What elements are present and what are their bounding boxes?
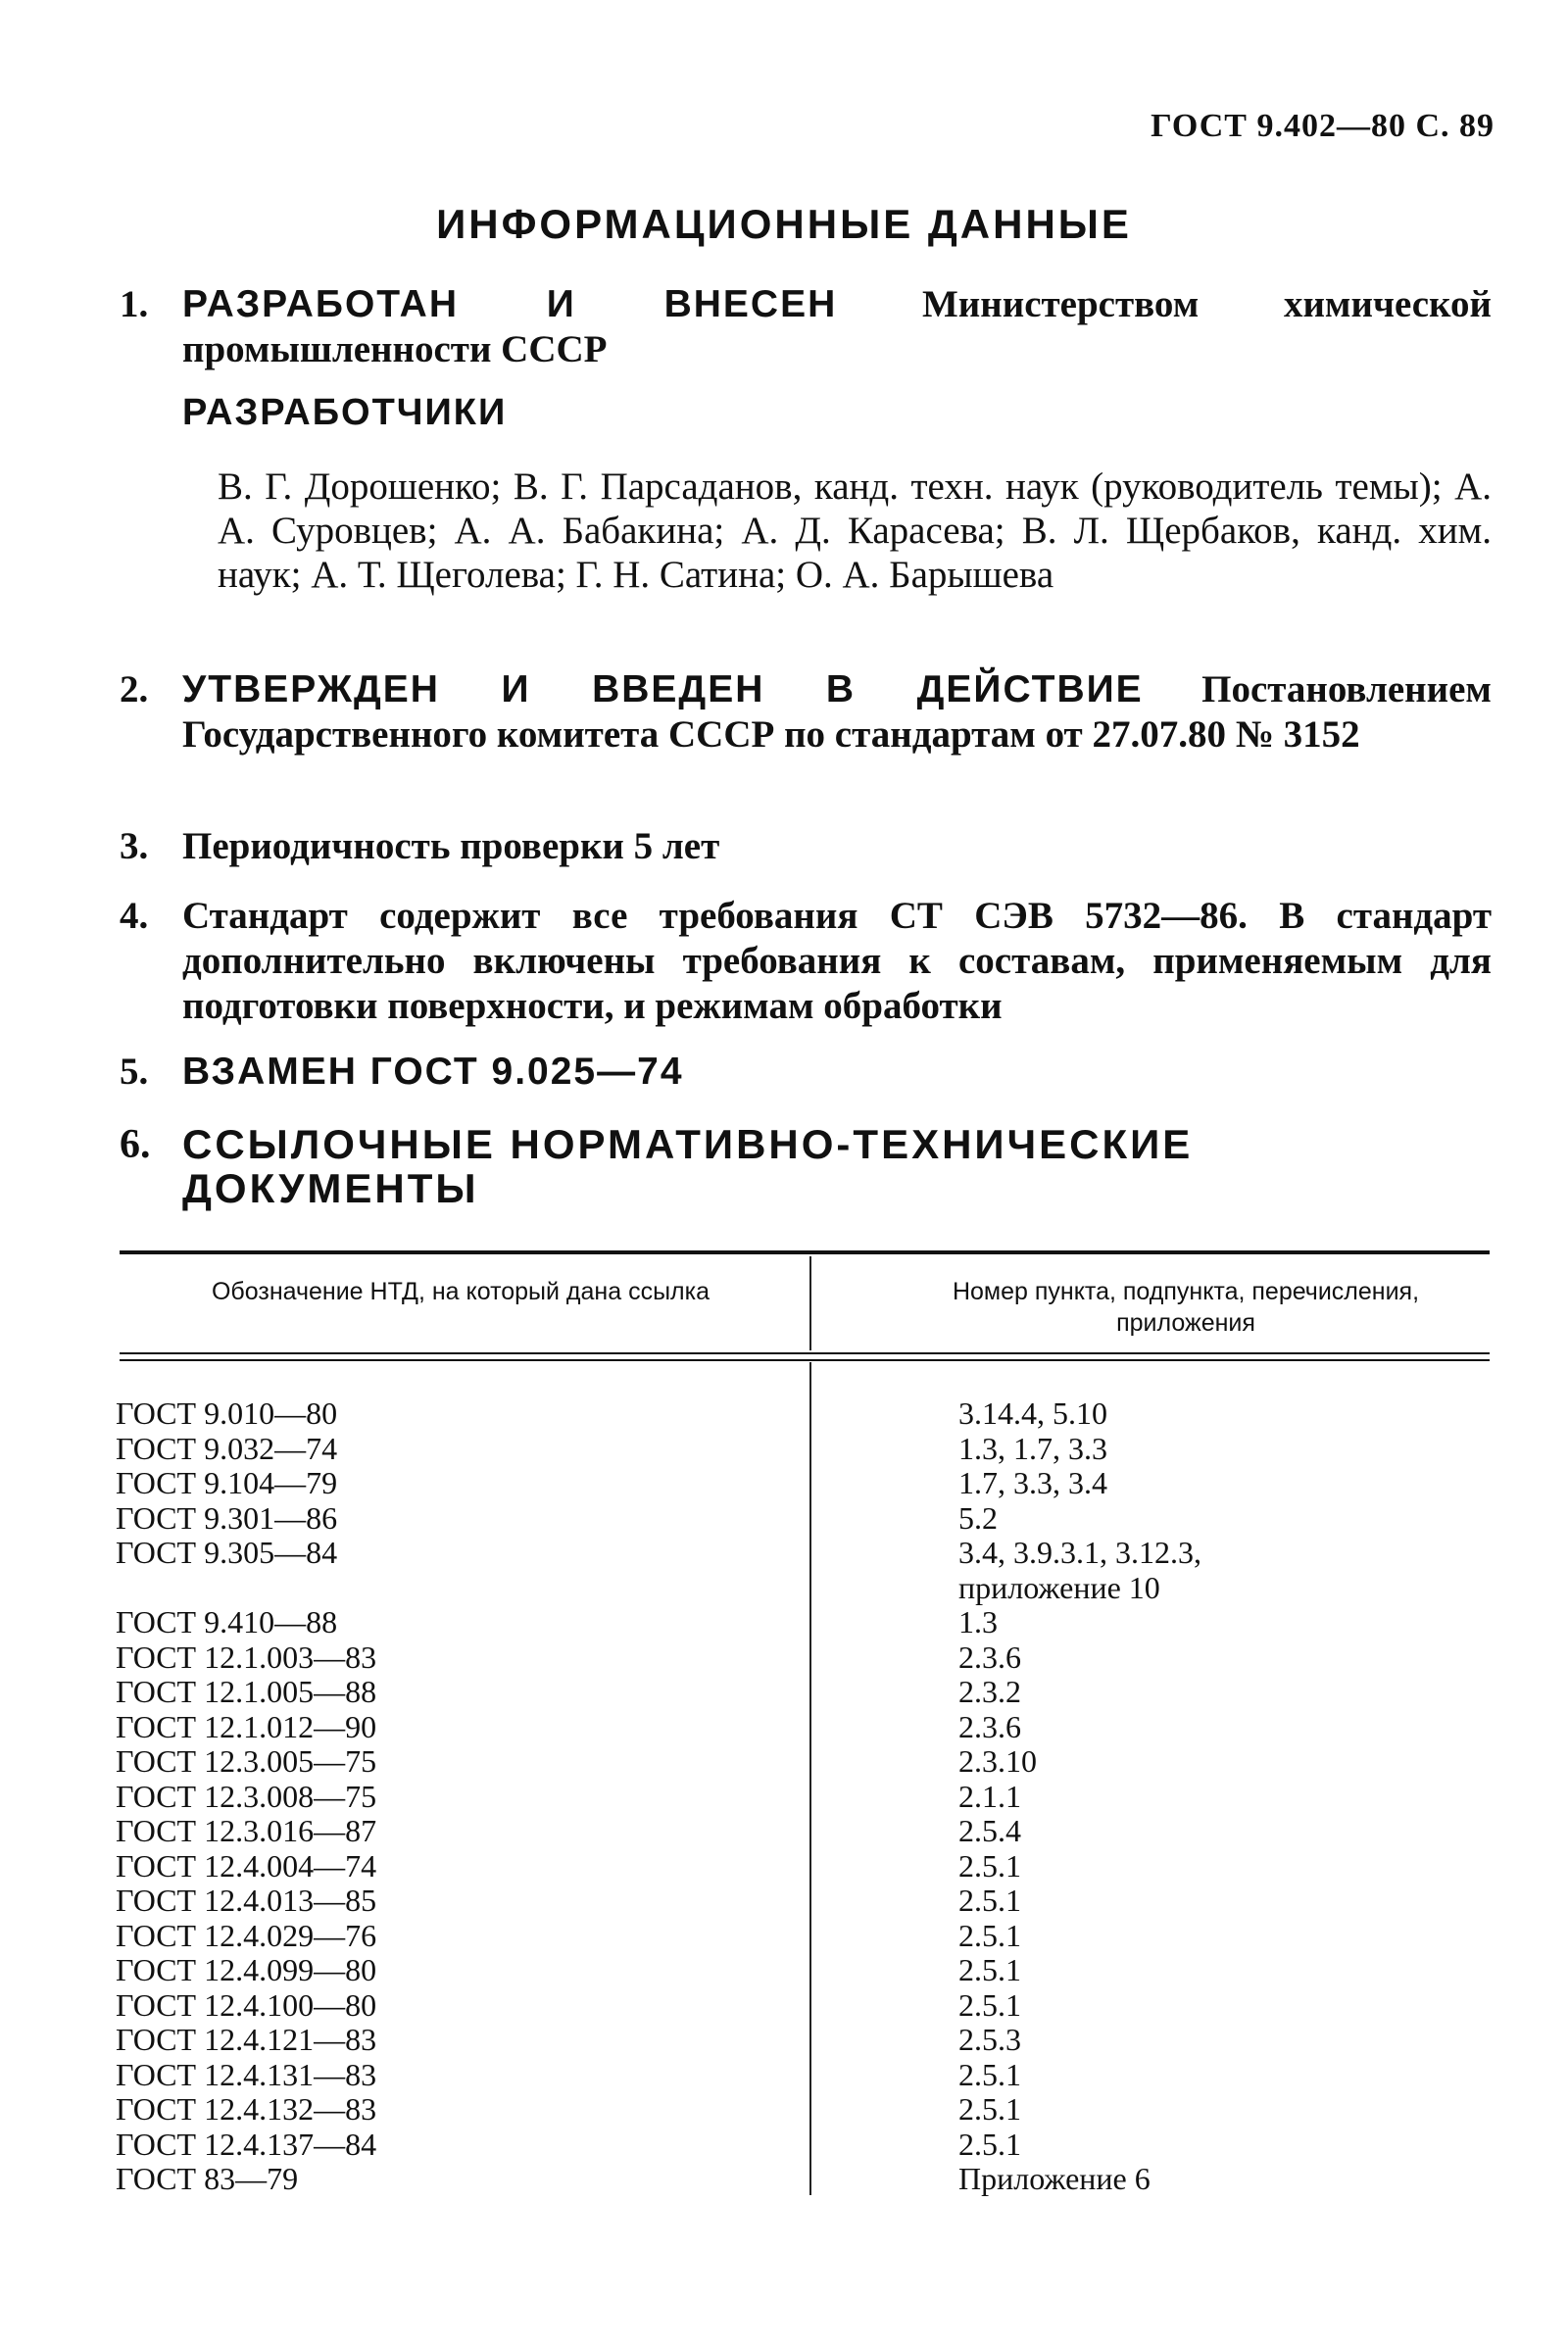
table-cell-ref: 2.5.1 (958, 1952, 1021, 1987)
info-item-1 (120, 282, 1492, 372)
info-item-5 (120, 1050, 1492, 1095)
table-cell-doc (116, 1536, 664, 1605)
table-cell-ref: 3.14.4, 5.10 (958, 1395, 1107, 1431)
table-cell-ref-line2: приложение 10 (958, 1569, 1160, 1605)
table-col2-header: Номер пункта, подпункта, перечисления, приложения (952, 1278, 1420, 1337)
info-item-3 (120, 824, 1492, 869)
info-item-6 (120, 1123, 1492, 1211)
table-cell-doc: ГОСТ 9.032—74 (116, 1430, 338, 1466)
table-cell-doc: ГОСТ 12.4.013—85 (116, 1883, 377, 1918)
table-cell-ref: 2.5.1 (958, 1986, 1021, 2023)
table-col-references (958, 1396, 1507, 2197)
table-cell-ref: 2.3.2 (958, 1674, 1021, 1709)
table-cell-doc: ГОСТ 12.4.099—80 (116, 1952, 377, 1987)
table-col1-header: Обозначение НТД, на который дана ссылка (211, 1278, 710, 1305)
table-cell-doc: ГОСТ 12.4.131—83 (116, 2056, 377, 2092)
table-cell-doc: ГОСТ 12.3.005—75 (116, 1743, 377, 1779)
table-cell-doc: ГОСТ 9.410—88 (116, 1604, 338, 1639)
table-cell-doc: ГОСТ 12.1.003—83 (116, 1639, 377, 1675)
item-text: Стандарт содержит все требования СТ СЭВ 5732—86. В стандарт дополнительно включены требования к составам, применяемым для подготовки поверхности, и режимам обработки (182, 895, 1492, 1027)
table-cell-ref: 2.5.1 (958, 1917, 1021, 1953)
table-cell-doc: ГОСТ 12.4.029—76 (116, 1917, 377, 1953)
table-cell-doc: ГОСТ 9.104—79 (116, 1465, 338, 1500)
item-number: 3. (120, 825, 149, 867)
info-item-4 (120, 894, 1492, 1029)
table-cell-doc: ГОСТ 9.301—86 (116, 1499, 338, 1536)
developers-heading: РАЗРАБОТЧИКИ (182, 392, 508, 433)
item-text: Периодичность проверки 5 лет (182, 825, 720, 867)
table-cell-doc: ГОСТ 12.4.121—83 (116, 2022, 377, 2057)
item-lead: ВЗАМЕН ГОСТ 9.025—74 (182, 1051, 684, 1093)
table-cell-ref: 1.7, 3.3, 3.4 (958, 1465, 1107, 1500)
table-col-documents (116, 1396, 664, 2197)
table-cell-ref: 2.5.1 (958, 1847, 1021, 1884)
table-cell-ref: 2.3.6 (958, 1708, 1021, 1744)
table-cell-ref-line1: 3.4, 3.9.3.1, 3.12.3, (958, 1535, 1201, 1570)
table-cell-doc: ГОСТ 12.3.008—75 (116, 1778, 377, 1814)
table-cell-doc: ГОСТ 9.010—80 (116, 1395, 338, 1431)
item-number: 4. (120, 895, 149, 937)
table-cell-ref: 1.3, 1.7, 3.3 (958, 1430, 1107, 1466)
page-header: ГОСТ 9.402—80 С. 89 (1151, 108, 1494, 144)
table-header-rule-2 (120, 1359, 1490, 1361)
table-cell-ref: 2.3.6 (958, 1639, 1021, 1675)
item-lead: ССЫЛОЧНЫЕ НОРМАТИВНО-ТЕХНИЧЕСКИЕ ДОКУМЕНТЫ (182, 1121, 1194, 1211)
item-number: 2. (120, 668, 149, 710)
table-top-rule (120, 1250, 1490, 1254)
table-cell-doc: ГОСТ 12.4.137—84 (116, 2126, 377, 2162)
table-cell-ref: 1.3 (958, 1604, 998, 1639)
table-cell-ref: 2.1.1 (958, 1778, 1021, 1814)
table-cell-ref: 2.5.1 (958, 2126, 1021, 2162)
table-cell-ref: 2.3.10 (958, 1743, 1037, 1779)
table-cell-doc: ГОСТ 12.4.132—83 (116, 2091, 377, 2127)
page-title: ИНФОРМАЦИОННЫЕ ДАННЫЕ (436, 201, 1132, 247)
table-cell-doc-text: ГОСТ 9.305—84 (116, 1535, 338, 1570)
table-cell-doc: ГОСТ 12.4.004—74 (116, 1847, 377, 1884)
table-cell-ref: Приложение 6 (958, 2161, 1151, 2196)
info-item-2 (120, 667, 1492, 758)
item-lead: УТВЕРЖДЕН И ВВЕДЕН В ДЕЙСТВИЕ (182, 668, 1144, 710)
item-number: 6. (120, 1122, 151, 1167)
table-cell-ref: 2.5.4 (958, 1813, 1021, 1848)
item-text: Министерством химической промышленности СССР (182, 283, 1492, 370)
table-header-divider (809, 1256, 811, 1350)
table-cell-ref: 2.5.1 (958, 1883, 1021, 1918)
table-cell-ref: 5.2 (958, 1499, 998, 1536)
item-lead: РАЗРАБОТАН И ВНЕСЕН (182, 283, 838, 325)
table-cell-doc: ГОСТ 12.1.012—90 (116, 1708, 377, 1744)
item-number: 5. (120, 1051, 149, 1093)
table-cell-doc: ГОСТ 83—79 (116, 2161, 299, 2196)
table-header-rule-1 (120, 1352, 1490, 1354)
table-cell-ref (958, 1536, 1507, 1605)
table-cell-ref: 2.5.1 (958, 2056, 1021, 2092)
table-cell-doc: ГОСТ 12.3.016—87 (116, 1813, 377, 1848)
table-cell-doc: ГОСТ 12.4.100—80 (116, 1986, 377, 2023)
item-text: Постановлением Государственного комитета СССР по стандартам от 27.07.80 № 3152 (182, 668, 1492, 756)
table-cell-ref: 2.5.3 (958, 2022, 1021, 2057)
table-body-divider (809, 1362, 811, 2195)
developers-list: В. Г. Дорошенко; В. Г. Парсаданов, канд. техн. наук (руководитель темы); А. А. Суровцев; А. А. Бабакина; А. Д. Карасева; В. Л. Щербаков, канд. хим. наук; А. Т. Щеголева; Г. Н. Сатина; О. А. Барышева (218, 465, 1492, 596)
item-number: 1. (120, 283, 149, 325)
table-cell-doc: ГОСТ 12.1.005—88 (116, 1674, 377, 1709)
table-cell-ref: 2.5.1 (958, 2091, 1021, 2127)
